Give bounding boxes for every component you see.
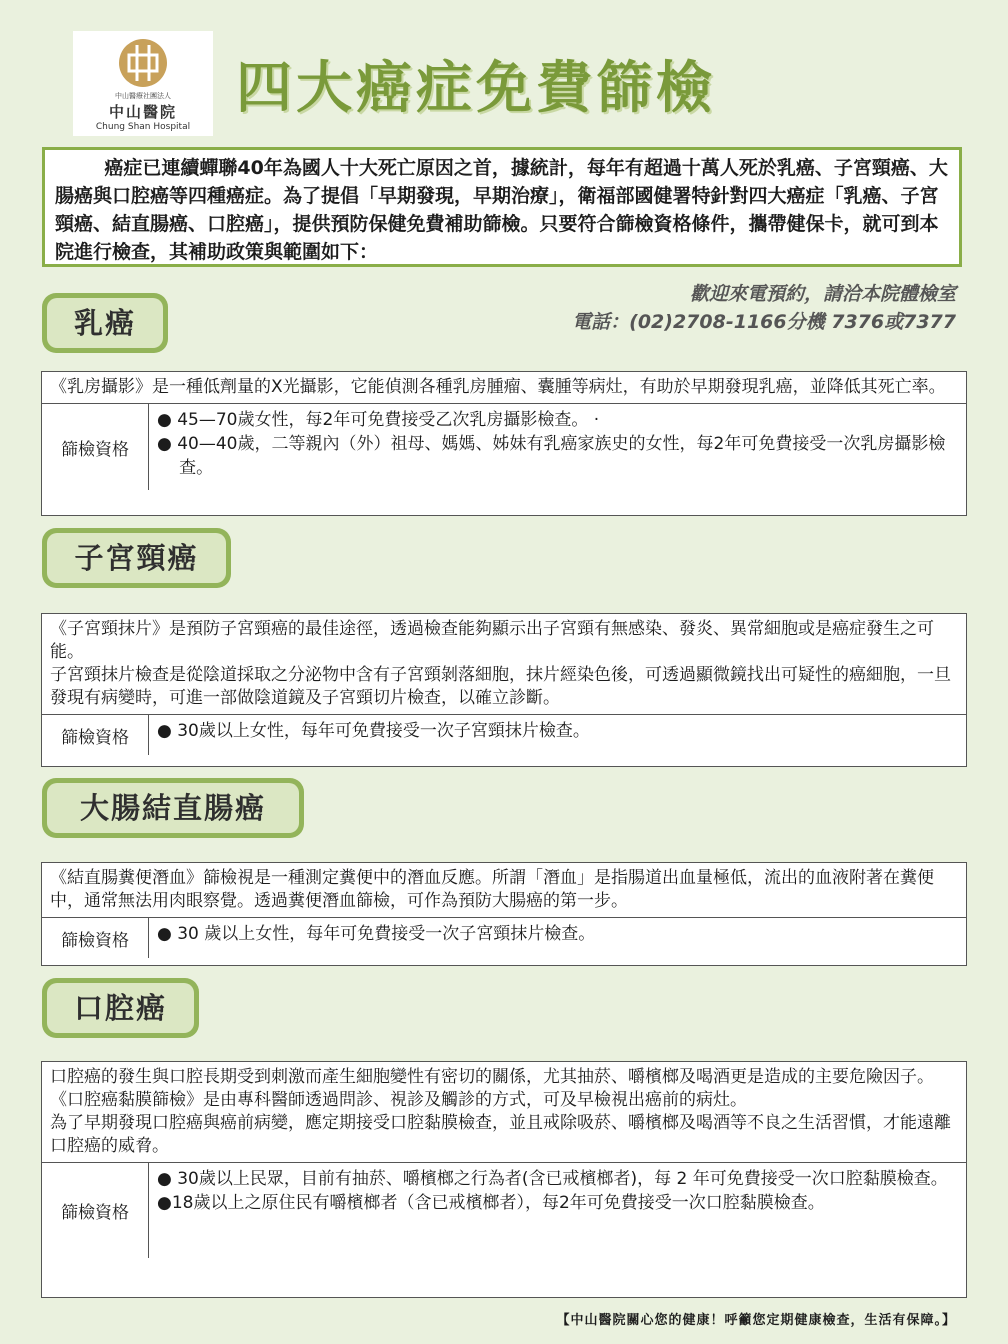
eligibility-item: ● 30歲以上女性，每年可免費接受一次子宮頸抹片檢查。 xyxy=(157,721,590,741)
hospital-logo xyxy=(73,31,213,136)
intro-text: 癌症已連續蟬聯40年為國人十大死亡原因之首，據統計，每年有超過十萬人死於乳癌、子宮頸癌、大腸癌與口腔癌等四種癌症。為了提倡「早期發現，早期治療」，衛福部國健署特針對四大癌症「乳癌、子宮頸癌、結直腸癌、口腔癌」，提供預防保健免費補助篩檢。只要符合篩檢資格條件，攜帶健保卡，就可到本院進行檢查，其補助政策與範圍如下： xyxy=(55,157,948,263)
section-tab-cervical xyxy=(42,528,231,588)
eligibility-item: ● 30歲以上民眾，目前有抽菸、嚼檳榔之行為者(含已戒檳榔者)，每 2 年可免費接受一次口腔黏膜檢查。 xyxy=(157,1169,948,1189)
contact-info xyxy=(572,280,956,336)
eligibility-item: ● 40—40歲，二等親內（外）祖母、媽媽、姊妹有乳癌家族史的女性，每2年可免費接受一次乳房攝影檢查。 xyxy=(157,434,946,478)
eligibility-item: ● 45—70歲女性，每2年可免費接受乙次乳房攝影檢查。 · xyxy=(157,410,600,430)
section-box-oral xyxy=(41,1061,967,1298)
section-tab-breast xyxy=(42,293,168,353)
page-title: 四大癌症免費篩檢 xyxy=(236,56,716,121)
desc-paragraph: 為了早期發現口腔癌與癌前病變，應定期接受口腔黏膜檢查，並且戒除吸菸、嚼檳榔及喝酒等不良之生活習慣，才能遠離口腔癌的威脅。 xyxy=(50,1113,951,1156)
contact-line-2: 電話：(02)2708-1166分機 7376或7377 xyxy=(572,311,956,333)
logo-english: Chung Shan Hospital xyxy=(95,122,191,132)
desc-paragraph: 《口腔癌黏膜篩檢》是由專科醫師透過問診、視診及觸診的方式，可及早檢視出癌前的病灶。 xyxy=(50,1090,747,1110)
section-description xyxy=(42,863,966,918)
eligibility-label: 篩檢資格 xyxy=(42,404,149,490)
eligibility-label: 篩檢資格 xyxy=(42,1163,149,1258)
section-title: 乳癌 xyxy=(47,298,163,348)
section-box-colorectal xyxy=(41,862,967,966)
desc-paragraph: 《結直腸糞便潛血》篩檢視是一種測定糞便中的潛血反應。所謂「潛血」是指腸道出血量極低，流出的血液附著在糞便中，通常無法用肉眼察覺。透過糞便潛血篩檢，可作為預防大腸癌的第一步。 xyxy=(50,868,934,911)
desc-paragraph: 子宮頸抹片檢查是從陰道採取之分泌物中含有子宮頸剝落細胞，抹片經染色後，可透過顯微鏡找出可疑性的癌細胞，一旦發現有病變時，可進一部做陰道鏡及子宮頸切片檢查，以確立診斷。 xyxy=(50,665,951,708)
logo-org-line: 中山醫療社團法人 xyxy=(115,92,171,100)
section-description xyxy=(42,372,966,404)
contact-line-1: 歡迎來電預約，請洽本院體檢室 xyxy=(689,283,956,305)
desc-paragraph: 《子宮頸抹片》是預防子宮頸癌的最佳途徑，透過檢查能夠顯示出子宮頸有無感染、發炎、異常細胞或是癌症發生之可能。 xyxy=(50,619,934,662)
eligibility-row xyxy=(42,1163,966,1258)
section-box-cervical xyxy=(41,613,967,767)
section-tab-oral xyxy=(42,978,199,1038)
eligibility-items xyxy=(149,918,966,958)
section-tab-colorectal xyxy=(42,778,304,838)
section-description xyxy=(42,614,966,715)
eligibility-row xyxy=(42,404,966,490)
section-title: 子宮頸癌 xyxy=(47,533,226,583)
eligibility-row xyxy=(42,715,966,755)
footer-slogan: 【中山醫院關心您的健康！呼籲您定期健康檢查，生活有保障。】 xyxy=(556,1313,956,1328)
section-title: 口腔癌 xyxy=(47,983,194,1033)
eligibility-label: 篩檢資格 xyxy=(42,918,149,958)
eligibility-label: 篩檢資格 xyxy=(42,715,149,755)
eligibility-item: ●18歲以上之原住民有嚼檳榔者（含已戒檳榔者），每2年可免費接受一次口腔黏膜檢查。 xyxy=(157,1193,825,1213)
eligibility-items xyxy=(149,1163,966,1258)
hospital-emblem-icon xyxy=(117,37,169,89)
eligibility-items xyxy=(149,404,966,490)
intro-box xyxy=(42,147,962,267)
logo-name: 中山醫院 xyxy=(108,103,177,121)
eligibility-row xyxy=(42,918,966,958)
desc-paragraph: 《乳房攝影》是一種低劑量的X光攝影，它能偵測各種乳房腫瘤、囊腫等病灶，有助於早期發現乳癌，並降低其死亡率。 xyxy=(50,377,946,397)
section-title: 大腸結直腸癌 xyxy=(47,783,299,833)
eligibility-items xyxy=(149,715,966,755)
section-box-breast xyxy=(41,371,967,516)
eligibility-item: ● 30 歲以上女性，每年可免費接受一次子宮頸抹片檢查。 xyxy=(157,924,596,944)
section-description xyxy=(42,1062,966,1163)
desc-paragraph: 口腔癌的發生與口腔長期受到刺激而產生細胞變性有密切的關係，尤其抽菸、嚼檳榔及喝酒更是造成的主要危險因子。 xyxy=(50,1067,934,1087)
